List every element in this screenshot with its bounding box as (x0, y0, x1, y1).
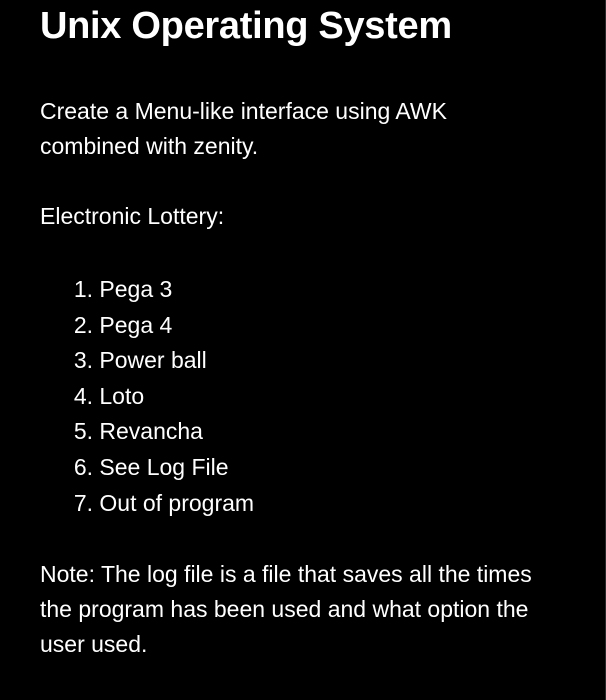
list-item-number: 4. (73, 382, 93, 409)
list-item-number: 1. (73, 276, 93, 302)
list-item-label: Loto (99, 382, 145, 409)
list-item (40, 379, 565, 415)
list-item-label: See Log File (99, 453, 229, 480)
list-item-label: Power ball (99, 347, 207, 374)
list-item (40, 272, 565, 308)
list-item-number: 2. (73, 311, 93, 338)
page-title: Unix Operating System (40, 5, 452, 47)
list-item-number: 3. (73, 347, 93, 374)
list-item (40, 486, 565, 522)
section-label: Electronic Lottery: (40, 203, 225, 229)
lottery-menu-list (40, 272, 565, 521)
list-item (40, 414, 565, 450)
list-item-label: Pega 4 (99, 311, 173, 338)
list-item-number: 6. (73, 453, 93, 480)
list-item (40, 450, 565, 486)
list-item-label: Revancha (99, 418, 203, 445)
list-item-label: Pega 3 (99, 276, 173, 302)
list-item-label: Out of program (99, 489, 255, 516)
note-paragraph: Note: The log file is a file that saves all the times the program has been used and what option the user used. (40, 561, 532, 658)
list-item-number: 7. (73, 489, 93, 516)
list-item (40, 308, 565, 344)
intro-paragraph: Create a Menu-like interface using AWK combined with zenity. (40, 98, 447, 159)
list-item (40, 343, 565, 379)
list-item-number: 5. (73, 418, 93, 445)
